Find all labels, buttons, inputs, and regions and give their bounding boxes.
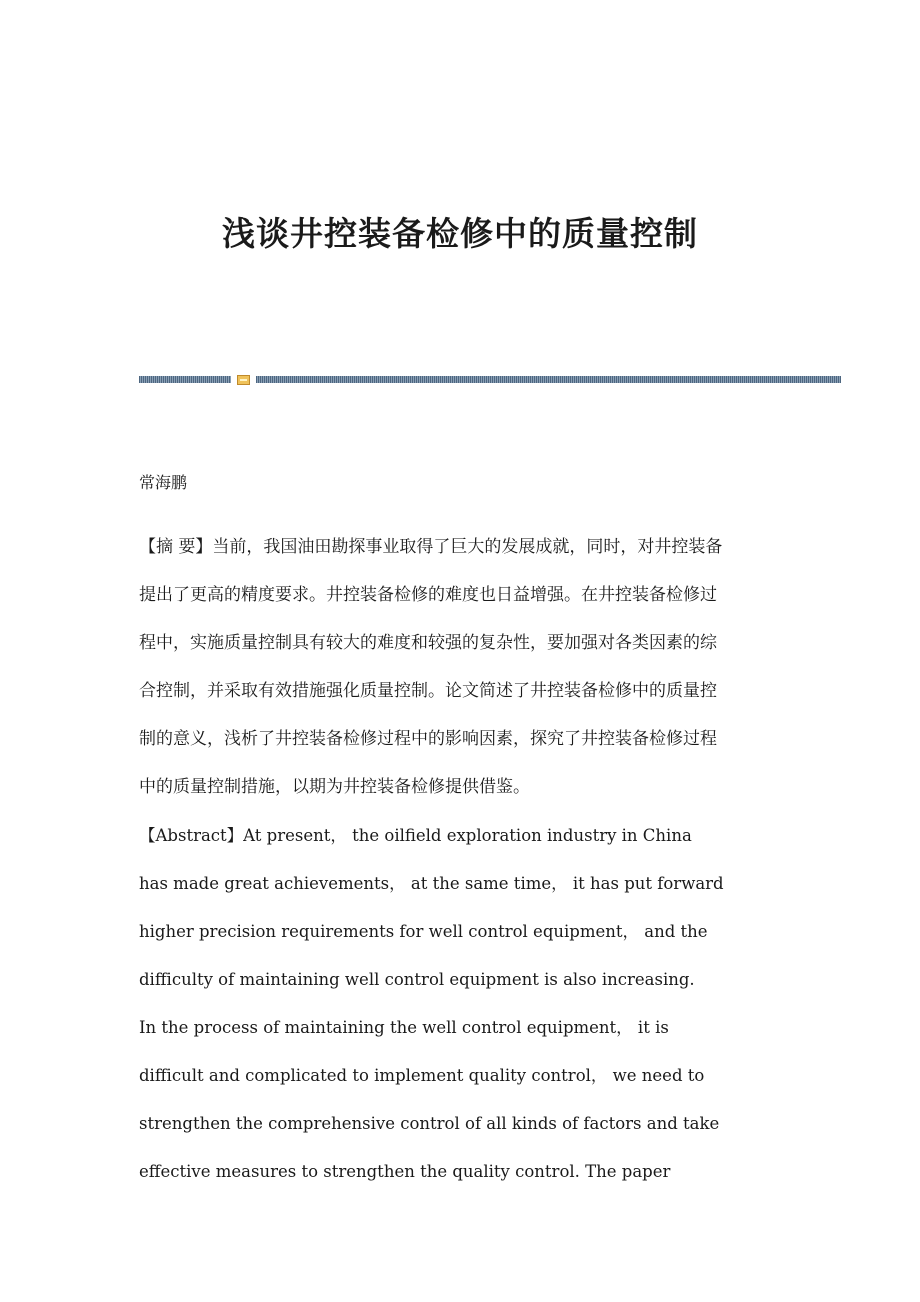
document-title: 浅谈井控装备检修中的质量控制 <box>222 214 698 253</box>
author-name: 常海鹏 <box>139 473 188 492</box>
abstract-en-line: difficulty of maintaining well control equipment is also increasing. <box>139 970 695 989</box>
abstract-cn-line: 中的质量控制措施，以期为井控装备检修提供借鉴。 <box>139 777 530 797</box>
abstract-cn-line: 制的意义，浅析了井控装备检修过程中的影响因素，探究了井控装备检修过程 <box>139 729 717 749</box>
abstract-en-line: 【Abstract】At present， the oilfield exploration industry in China <box>139 826 692 845</box>
abstract-en-line: effective measures to strengthen the quality control. The paper <box>139 1162 671 1181</box>
abstract-cn-line: 程中，实施质量控制具有较大的难度和较强的复杂性，要加强对各类因素的综 <box>139 633 717 653</box>
abstract-cn-line: 合控制，并采取有效措施强化质量控制。论文简述了井控装备检修中的质量控 <box>139 681 717 701</box>
abstract-cn-line: 提出了更高的精度要求。井控装备检修的难度也日益增强。在井控装备检修过 <box>139 585 717 605</box>
abstract-en-line: In the process of maintaining the well control equipment， it is <box>139 1018 669 1037</box>
abstract-en-line: has made great achievements， at the same time， it has put forward <box>139 874 724 893</box>
abstract-cn-line: 【摘 要】当前，我国油田勘探事业取得了巨大的发展成就，同时，对井控装备 <box>139 537 723 557</box>
abstract-en-line: higher precision requirements for well control equipment， and the <box>139 922 708 941</box>
abstract-english <box>139 812 799 1196</box>
divider-bar-left <box>139 376 231 383</box>
abstract-en-line: strengthen the comprehensive control of all kinds of factors and take <box>139 1114 720 1133</box>
abstract-en-line: difficult and complicated to implement quality control， we need to <box>139 1066 705 1085</box>
divider-bar-right <box>256 376 841 383</box>
divider-emblem-icon <box>237 375 250 385</box>
decorative-divider <box>139 375 841 385</box>
abstract-chinese <box>139 523 789 811</box>
